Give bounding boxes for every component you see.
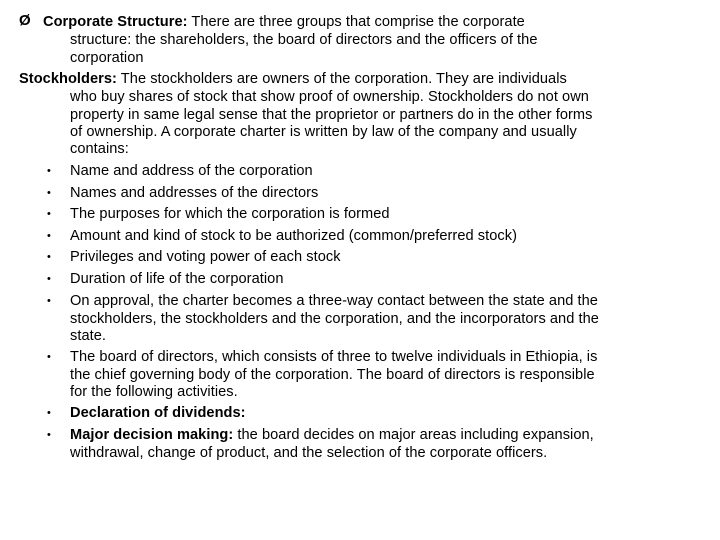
bullet-board-line-1: The board of directors, which consists of three to twelve individuals in Ethiopia, is <box>70 349 598 365</box>
bullet-icon: • <box>47 208 51 220</box>
bullet-board-line-3: for the following activities. <box>70 384 238 400</box>
bullet-board-line-2: the chief governing body of the corporation. The board of directors is responsible <box>70 367 595 383</box>
bullet-directors: Names and addresses of the directors <box>70 185 319 201</box>
bullet-name-address: Name and address of the corporation <box>70 163 313 179</box>
bullet-privileges: Privileges and voting power of each stock <box>70 249 341 265</box>
corporate-structure-heading: Corporate Structure: <box>43 14 188 30</box>
stockholders-heading: Stockholders: <box>19 71 117 87</box>
bullet-duration: Duration of life of the corporation <box>70 271 284 287</box>
bullet-approval-line-2: stockholders, the stockholders and the corporation, and the incorporators and the <box>70 311 599 327</box>
decision-text: the board decides on major areas including expansion, <box>233 427 594 443</box>
bullet-stock-amount: Amount and kind of stock to be authorized (common/preferred stock) <box>70 228 518 244</box>
corporate-structure-text: There are three groups that comprise the corporate <box>187 14 525 30</box>
stockholders-line-4: of ownership. A corporate charter is written by law of the company and usually <box>70 124 577 140</box>
bullet-icon: • <box>47 351 51 363</box>
stockholders-line-2: who buy shares of stock that show proof of ownership. Stockholders do not own <box>70 89 589 105</box>
decision-heading: Major decision making: <box>70 427 234 443</box>
bullet-icon: • <box>47 429 51 441</box>
stockholders-line-5: contains: <box>70 141 129 157</box>
stockholders-line-1 <box>19 70 567 88</box>
bullet-icon: • <box>47 273 51 285</box>
corporate-structure-line-3: corporation <box>70 50 144 66</box>
bullet-icon: • <box>47 407 51 419</box>
bullet-approval-line-3: state. <box>70 328 106 344</box>
corporate-structure-line-1 <box>43 13 525 31</box>
bullet-icon: • <box>47 251 51 263</box>
bullet-approval-line-1: On approval, the charter becomes a three-way contact between the state and the <box>70 293 598 309</box>
bullet-purposes: The purposes for which the corporation is formed <box>70 206 390 222</box>
stockholders-text: The stockholders are owners of the corporation. They are individuals <box>116 71 567 87</box>
bullet-decision-line-2: withdrawal, change of product, and the selection of the corporate officers. <box>70 445 548 461</box>
bullet-icon: • <box>47 165 51 177</box>
bullet-icon: • <box>47 295 51 307</box>
bullet-icon: • <box>47 230 51 242</box>
corporate-structure-line-2: structure: the shareholders, the board of directors and the officers of the <box>70 32 538 48</box>
arrow-bullet-icon: Ø <box>19 12 31 29</box>
bullet-dividends: Declaration of dividends: <box>70 405 246 421</box>
bullet-icon: • <box>47 187 51 199</box>
bullet-decision-line-1 <box>70 426 594 444</box>
stockholders-line-3: property in same legal sense that the proprietor or partners do in the other forms <box>70 107 593 123</box>
